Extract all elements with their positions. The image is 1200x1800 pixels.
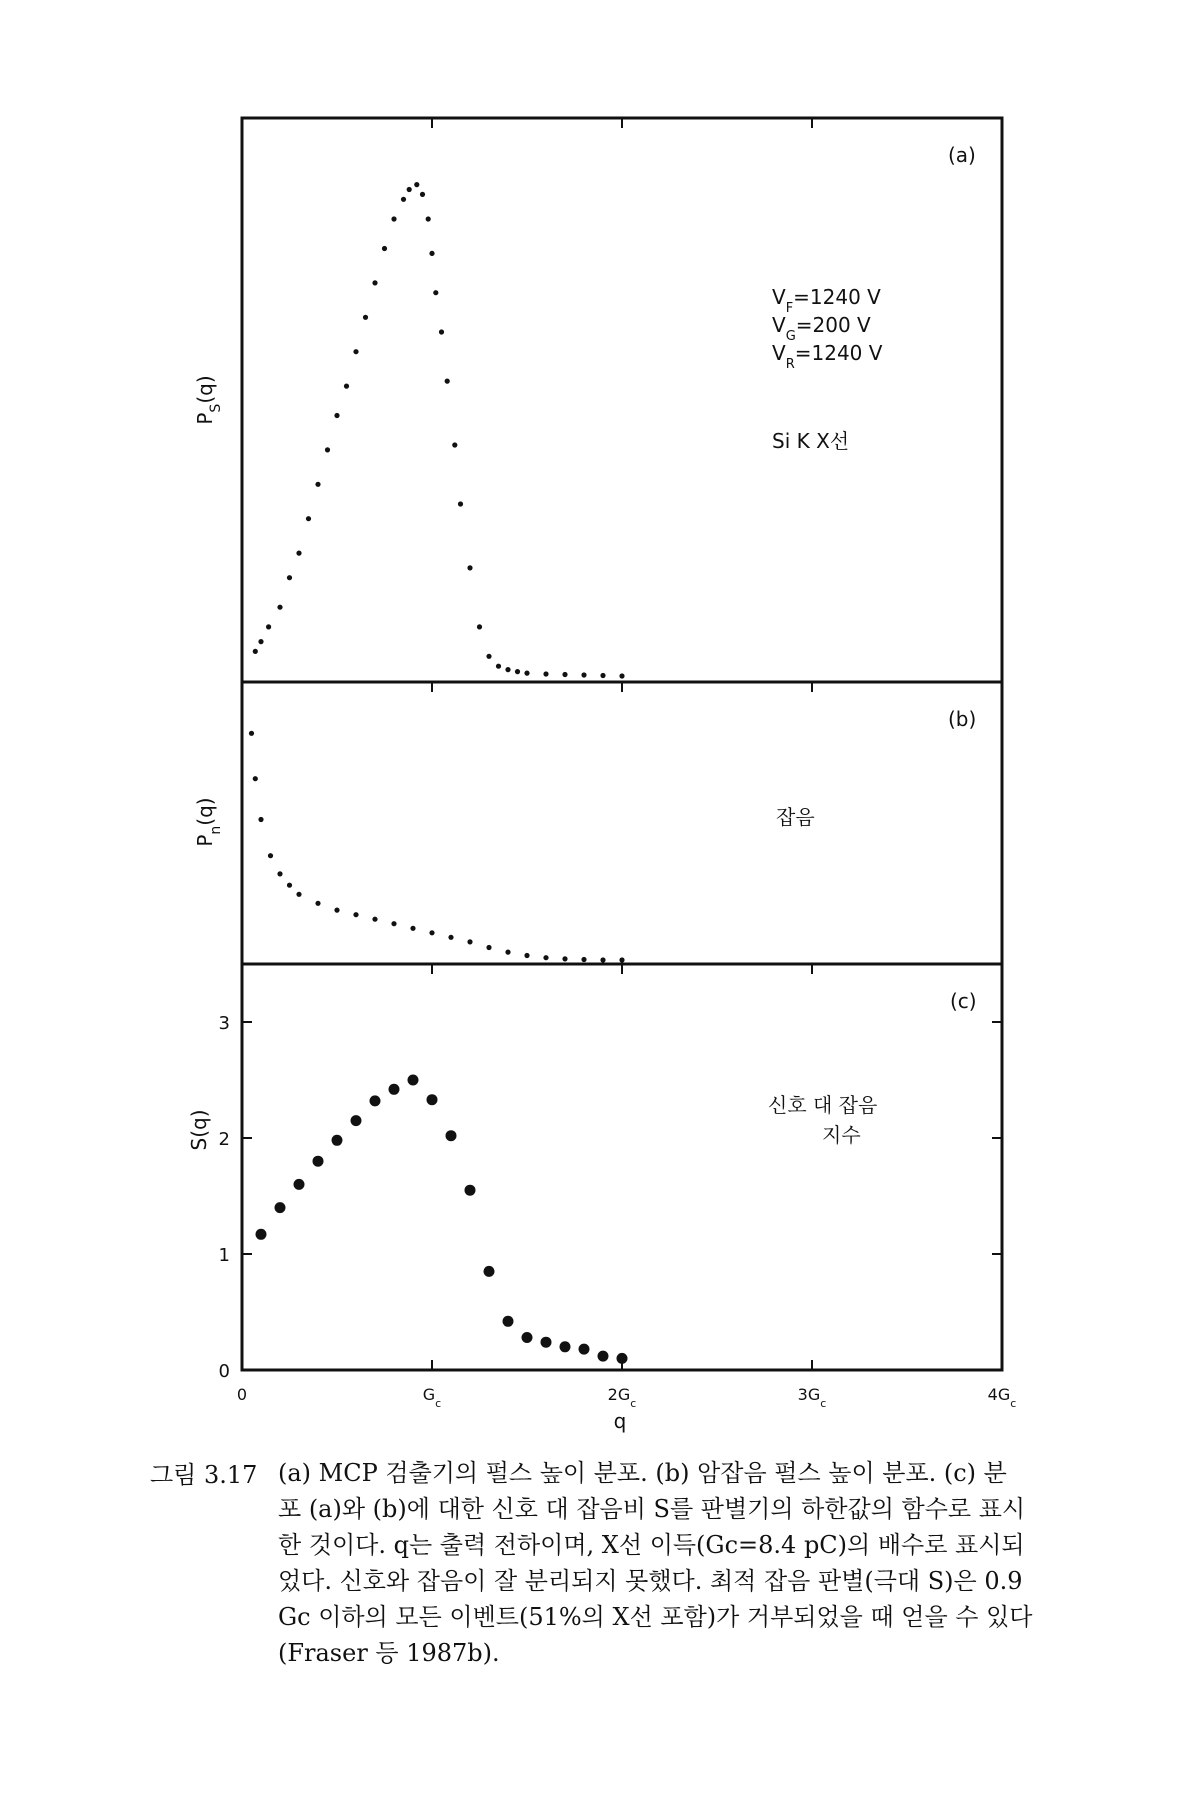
panel-b-point <box>486 945 491 950</box>
panel-a-point <box>344 384 349 389</box>
panel-b-label: (b) <box>948 707 977 731</box>
panel-b-point <box>600 957 605 962</box>
caption-line: (Fraser 등 1987b). <box>278 1639 500 1667</box>
panel-c-point <box>408 1075 419 1086</box>
panel-b-point <box>581 957 586 962</box>
panel-a-point <box>439 329 444 334</box>
panel-a-point <box>353 349 358 354</box>
panel-a-point <box>277 605 282 610</box>
panel-c-point <box>579 1344 590 1355</box>
panel-a-point <box>496 664 501 669</box>
annotation-snr-line2: 지수 <box>822 1123 861 1147</box>
annotation-vr: $V_R=1240$ V <box>772 341 883 372</box>
panel-a-point <box>414 182 419 187</box>
x-tick-label: 0 <box>236 1385 248 1404</box>
x-tick-label: $2G_c$ <box>607 1385 637 1410</box>
panel-b-point <box>296 892 301 897</box>
panel-b-point <box>543 955 548 960</box>
caption-line: (a) MCP 검출기의 펄스 높이 분포. (b) 암잡음 펄스 높이 분포. (c) 분 <box>278 1459 1007 1487</box>
panel-a-frame <box>242 118 1002 682</box>
caption-label: 그림 3.17 <box>150 1461 258 1489</box>
panel-c-point <box>370 1095 381 1106</box>
panel-c-point <box>389 1084 400 1095</box>
panel-a-point <box>619 673 624 678</box>
panel-c-point <box>560 1341 571 1352</box>
panel-c-point <box>598 1351 609 1362</box>
x-tick-label: $G_c$ <box>422 1385 442 1410</box>
panel-c-point <box>522 1332 533 1343</box>
annotation-si-k: Si K X선 <box>772 429 850 453</box>
x-tick-label: $4G_c$ <box>987 1385 1017 1410</box>
panel-b-point <box>277 871 282 876</box>
panel-b-point <box>410 926 415 931</box>
panel-b-point <box>391 921 396 926</box>
panel-a-point <box>433 290 438 295</box>
panel-b-point <box>619 957 624 962</box>
annotation-snr-line1: 신호 대 잡음 <box>768 1093 878 1117</box>
panel-a-point <box>600 673 605 678</box>
panel-b-point <box>505 950 510 955</box>
panel-a-point <box>505 667 510 672</box>
panel-c-point <box>294 1179 305 1190</box>
panel-b-point <box>353 912 358 917</box>
panel-a-point <box>253 649 258 654</box>
panel-b-point <box>372 917 377 922</box>
panel-b-point <box>448 935 453 940</box>
panel-c-ylabel: S(q) <box>187 1109 211 1151</box>
panel-c-point <box>313 1156 324 1167</box>
panel-a-point <box>407 187 412 192</box>
caption-body <box>278 1455 1198 1671</box>
panel-a-point <box>543 671 548 676</box>
panel-a-point <box>296 551 301 556</box>
panel-c-point <box>275 1202 286 1213</box>
annotation-vf: $V_F=1240$ V <box>772 285 881 316</box>
panel-b-point <box>253 776 258 781</box>
panel-a-point <box>306 516 311 521</box>
panel-a-point <box>401 197 406 202</box>
panel-c <box>187 118 1016 1433</box>
panel-a-point <box>287 575 292 580</box>
panel-a-point <box>266 624 271 629</box>
panel-a <box>193 118 1002 682</box>
panel-b-point <box>258 817 263 822</box>
annotation-vg: $V_G=200$ V <box>772 313 871 344</box>
caption-line: 었다. 신호와 잡음이 잘 분리되지 못했다. 최적 잡음 판별(극대 S)은 0.9 <box>278 1567 1023 1595</box>
panel-a-point <box>315 482 320 487</box>
caption-line: 한 것이다. q는 출력 전하이며, X선 이득(Gc=8.4 pC)의 배수로 표시되 <box>278 1531 1025 1559</box>
panel-a-point <box>458 501 463 506</box>
panel-b-frame <box>242 682 1002 964</box>
panel-b-point <box>467 939 472 944</box>
panel-c-point <box>427 1094 438 1105</box>
caption-line: 포 (a)와 (b)에 대한 신호 대 잡음비 S를 판별기의 하한값의 함수로 표시 <box>278 1495 1026 1523</box>
panel-a-point <box>515 669 520 674</box>
caption-line: Gc 이하의 모든 이벤트(51%의 X선 포함)가 거부되었을 때 얻을 수 있다 <box>278 1603 1033 1631</box>
annotation-noise: 잡음 <box>776 805 815 829</box>
panel-a-point <box>477 624 482 629</box>
panel-c-point <box>351 1115 362 1126</box>
panel-a-point <box>363 315 368 320</box>
panel-c-point <box>465 1185 476 1196</box>
panel-a-point <box>581 672 586 677</box>
panel-a-label: (a) <box>948 143 976 167</box>
panel-c-frame <box>242 964 1002 1370</box>
panel-b-point <box>429 930 434 935</box>
panel-b-point <box>524 953 529 958</box>
panel-b-point <box>287 883 292 888</box>
panel-a-point <box>382 246 387 251</box>
panel-a-point <box>445 379 450 384</box>
panel-b <box>193 682 1002 964</box>
panel-a-point <box>325 447 330 452</box>
panel-b-point <box>334 908 339 913</box>
x-tick-label: $3G_c$ <box>797 1385 827 1410</box>
panel-a-point <box>372 280 377 285</box>
panel-a-point <box>334 413 339 418</box>
panel-a-point <box>524 671 529 676</box>
panel-c-xlabel: q <box>613 1409 627 1433</box>
panel-a-point <box>258 639 263 644</box>
y-tick-label: 1 <box>218 1245 230 1266</box>
panel-b-point <box>562 956 567 961</box>
panel-a-point <box>452 442 457 447</box>
panel-c-point <box>484 1266 495 1277</box>
y-tick-label: 2 <box>218 1129 230 1150</box>
panel-a-point <box>420 192 425 197</box>
panel-b-ylabel: $P_n(q)$ <box>193 797 224 847</box>
panel-a-point <box>391 216 396 221</box>
panel-c-point <box>256 1229 267 1240</box>
panel-b-point <box>249 731 254 736</box>
panel-a-point <box>467 565 472 570</box>
panel-b-point <box>268 853 273 858</box>
panel-a-ylabel: $P_S(q)$ <box>193 375 224 425</box>
panel-c-label: (c) <box>950 989 977 1013</box>
y-tick-label: 3 <box>218 1013 230 1034</box>
panel-c-point <box>541 1337 552 1348</box>
panel-a-point <box>486 654 491 659</box>
panel-b-point <box>315 901 320 906</box>
panel-c-point <box>332 1135 343 1146</box>
panel-a-point <box>429 251 434 256</box>
panel-a-point <box>426 216 431 221</box>
panel-c-point <box>446 1130 457 1141</box>
panel-a-point <box>562 672 567 677</box>
panel-c-point <box>503 1316 514 1327</box>
y-tick-label: 0 <box>218 1361 230 1382</box>
